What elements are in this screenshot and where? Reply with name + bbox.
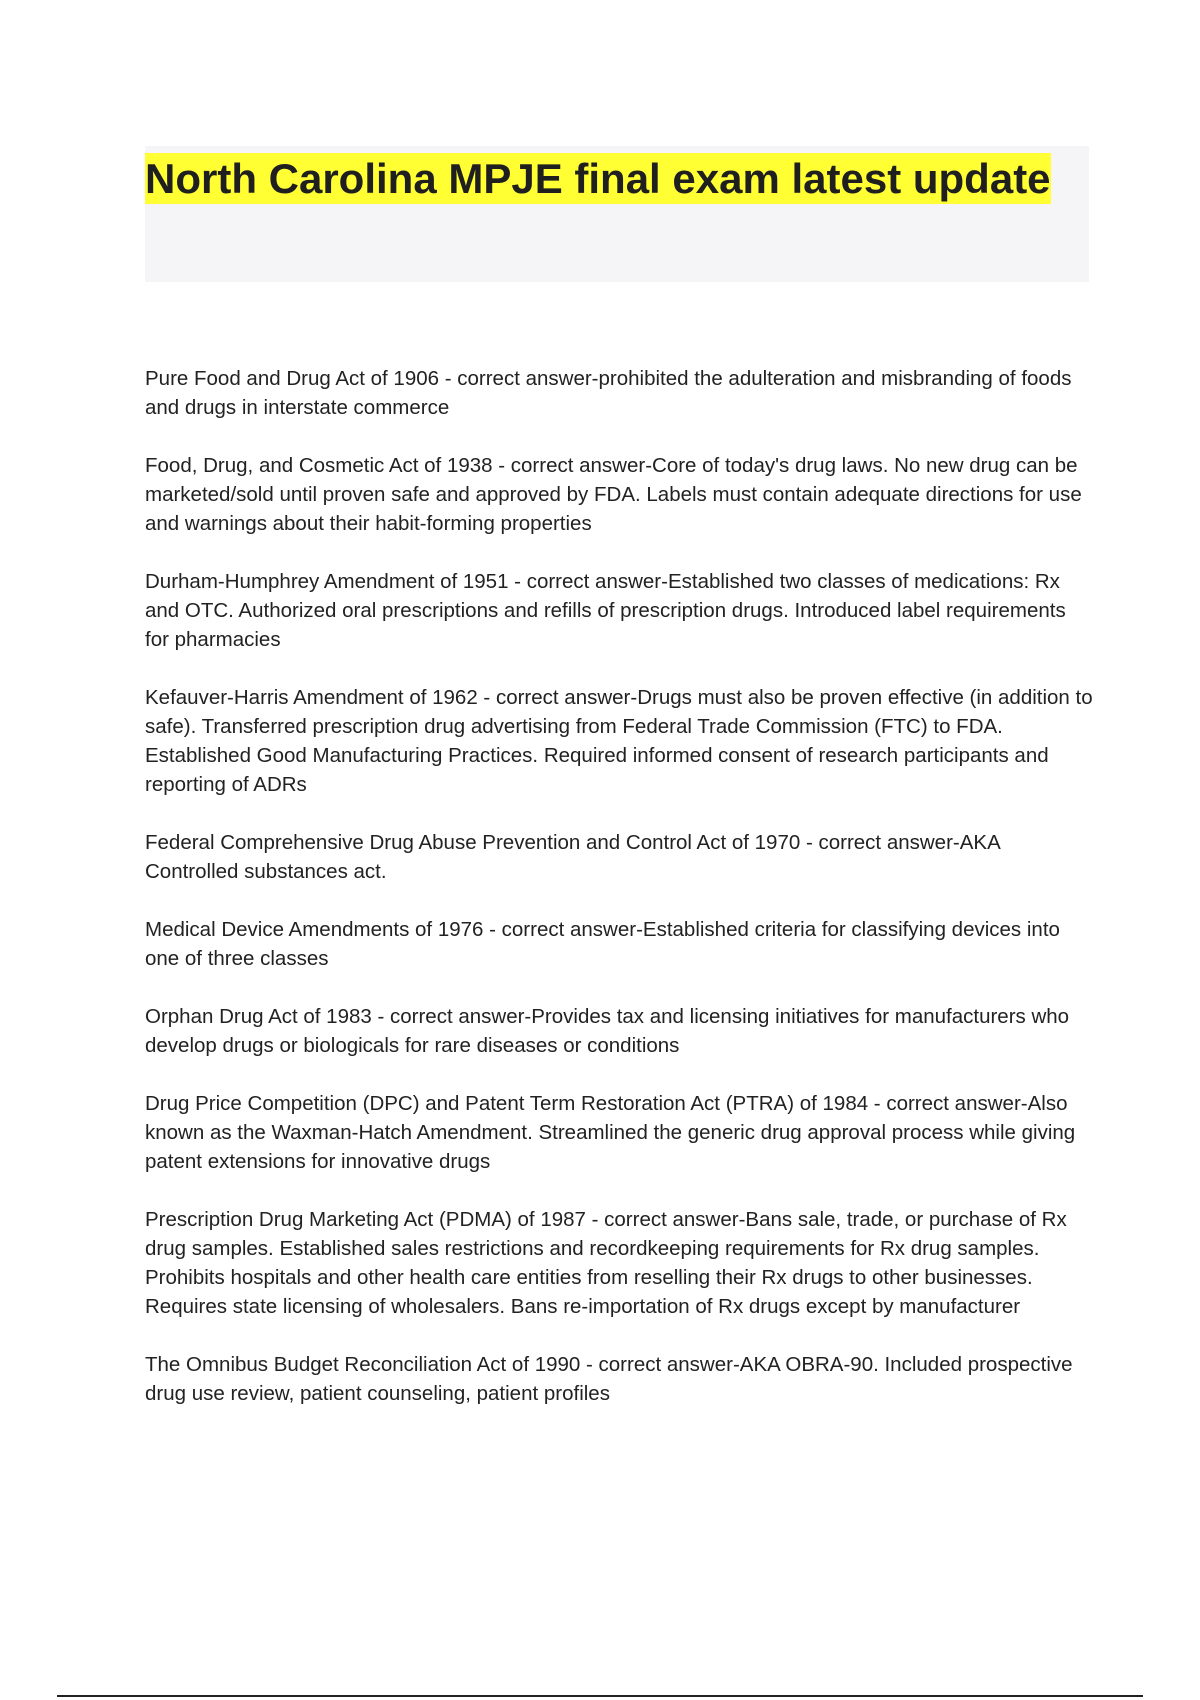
entry-medical-device-amendments-1976: Medical Device Amendments of 1976 - correct answer-Established criteria for classifying devices into one of three classes — [145, 918, 1060, 970]
entry-orphan-drug-act-1983: Orphan Drug Act of 1983 - correct answer-Provides tax and licensing initiatives for manufacturers who develop drugs or biologicals for rare diseases or conditions — [145, 1005, 1070, 1057]
entry-fdc-act-1938: Food, Drug, and Cosmetic Act of 1938 - correct answer-Core of today's drug laws. No new drug can be marketed/sold until proven safe and approved by FDA. Labels must contain adequate directions for use and warnings about their habit-forming properties — [145, 454, 1082, 535]
entry-list — [145, 364, 1095, 1437]
entry-pdma-1987: Prescription Drug Marketing Act (PDMA) of 1987 - correct answer-Bans sale, trade, or purchase of Rx drug samples. Established sales restrictions and recordkeeping requirements for Rx drug samples. Prohibits hospitals and other health care entities from reselling their Rx drugs to other businesses. Requires state licensing of wholesalers. Bans re-importation of Rx drugs except by manufacturer — [145, 1208, 1067, 1318]
document-title — [145, 146, 1089, 212]
entry-obra-1990: The Omnibus Budget Reconciliation Act of 1990 - correct answer-AKA OBRA-90. Included prospective drug use review, patient counseling, patient profiles — [145, 1353, 1073, 1405]
title-highlight: North Carolina MPJE final exam latest update — [145, 155, 1051, 202]
footer-divider — [57, 1695, 1143, 1697]
entry-hatch-waxman-1984: Drug Price Competition (DPC) and Patent Term Restoration Act (PTRA) of 1984 - correct answer-Also known as the Waxman-Hatch Amendment. Streamlined the generic drug approval process while giving patent extensions for innovative drugs — [145, 1092, 1076, 1173]
entry-controlled-substances-act-1970: Federal Comprehensive Drug Abuse Prevention and Control Act of 1970 - correct answer-AKA Controlled substances act. — [145, 831, 1000, 883]
entry-kefauver-harris-1962: Kefauver-Harris Amendment of 1962 - correct answer-Drugs must also be proven effective (in addition to safe). Transferred prescription drug advertising from Federal Trade Commission (FTC) to FDA. Established Good Manufacturing Practices. Required informed consent of research participants and reporting of ADRs — [145, 686, 1093, 796]
entry-durham-humphrey-1951: Durham-Humphrey Amendment of 1951 - correct answer-Established two classes of medications: Rx and OTC. Authorized oral prescriptions and refills of prescription drugs. Introduced label requirements for pharmacies — [145, 570, 1066, 651]
title-block — [145, 146, 1089, 282]
entry-pure-food-drug-act-1906: Pure Food and Drug Act of 1906 - correct answer-prohibited the adulteration and misbranding of foods and drugs in interstate commerce — [145, 367, 1072, 419]
